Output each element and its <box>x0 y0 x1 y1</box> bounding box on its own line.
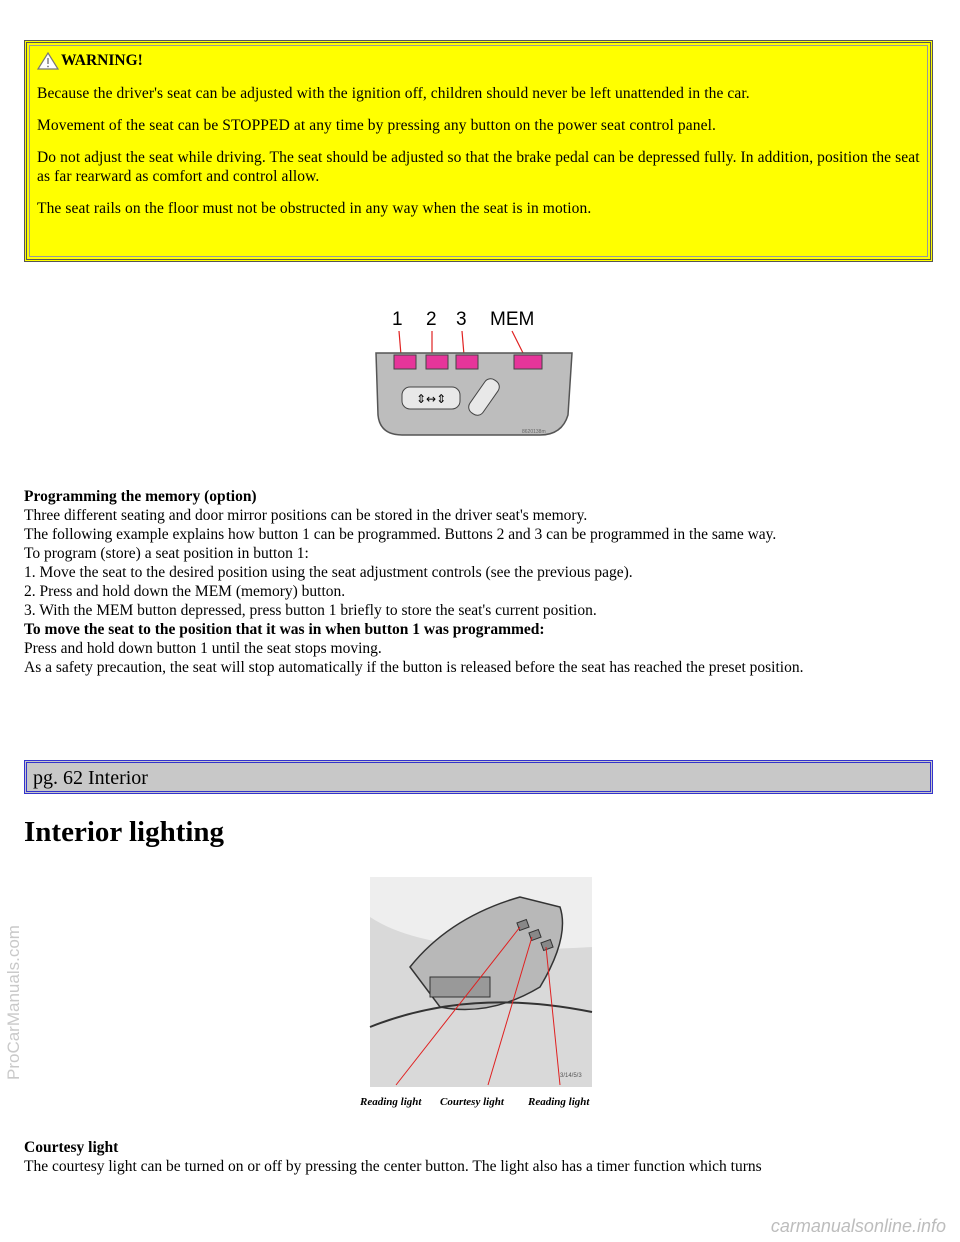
body-text: Press and hold down button 1 until the seat stops moving. <box>24 640 382 657</box>
warning-title: WARNING! <box>61 52 143 69</box>
warning-paragraph: Because the driver's seat can be adjusted with the ignition off, children should never be left unattended in the car. <box>37 85 750 102</box>
section-heading: Programming the memory (option) <box>24 488 257 505</box>
warning-header <box>37 51 920 70</box>
interior-lighting-illustration <box>360 877 592 1109</box>
subheading: To move the seat to the position that it was in when button 1 was programmed: <box>24 621 545 638</box>
caption-courtesy-light: Courtesy light <box>440 1096 504 1108</box>
warning-triangle-icon <box>37 52 59 70</box>
body-text: As a safety precaution, the seat will stop automatically if the button is released before the seat has reached the preset position. <box>24 659 804 676</box>
body-text: To program (store) a seat position in button 1: <box>24 545 309 562</box>
memory-panel-illustration <box>372 303 582 443</box>
mirror-mount <box>430 977 490 997</box>
memory-section <box>24 487 936 677</box>
footer-watermark: carmanualsonline.info <box>770 1216 946 1236</box>
step-text: 2. Press and hold down the MEM (memory) button. <box>24 583 346 600</box>
memory-button-3 <box>456 355 478 369</box>
step-text: 3. With the MEM button depressed, press button 1 briefly to store the seat's current position. <box>24 602 597 619</box>
caption-reading-light-left: Reading light <box>360 1096 422 1108</box>
memory-button-1 <box>394 355 416 369</box>
fig-label-2: 2 <box>426 309 437 330</box>
page-number-bar: pg. 62 Interior <box>24 760 933 794</box>
warning-box <box>24 40 933 262</box>
section-heading: Courtesy light <box>24 1139 119 1156</box>
mem-button <box>514 355 542 369</box>
body-text: The courtesy light can be turned on or off by pressing the center button. The light also has a timer function which turns <box>24 1158 762 1175</box>
page-title: Interior lighting <box>24 816 225 848</box>
fig-label-mem: MEM <box>490 309 535 330</box>
step-text: 1. Move the seat to the desired position using the seat adjustment controls (see the previous page). <box>24 564 633 581</box>
warning-paragraph: Movement of the seat can be STOPPED at any time by pressing any button on the power seat control panel. <box>37 117 716 134</box>
svg-text:⇕↔⇕: ⇕↔⇕ <box>416 392 447 406</box>
body-text: Three different seating and door mirror positions can be stored in the driver seat's memory. <box>24 507 588 524</box>
warning-paragraph: The seat rails on the floor must not be obstructed in any way when the seat is in motion. <box>37 200 592 217</box>
figure-code: 8620138m <box>522 429 546 435</box>
caption-reading-light-right: Reading light <box>528 1096 590 1108</box>
memory-button-2 <box>426 355 448 369</box>
figure-code: 3/14/5/3 <box>560 1073 582 1079</box>
body-text: The following example explains how button 1 can be programmed. Buttons 2 and 3 can be programmed in the same way. <box>24 526 777 543</box>
fig-label-3: 3 <box>456 309 467 330</box>
fig-label-1: 1 <box>392 309 403 330</box>
side-watermark: ProCarManuals.com <box>4 925 23 1080</box>
warning-paragraph: Do not adjust the seat while driving. The seat should be adjusted so that the brake pedal can be depressed fully. In addition, position the seat as far rearward as comfort and control allow. <box>37 149 920 185</box>
courtesy-section <box>24 1138 936 1176</box>
